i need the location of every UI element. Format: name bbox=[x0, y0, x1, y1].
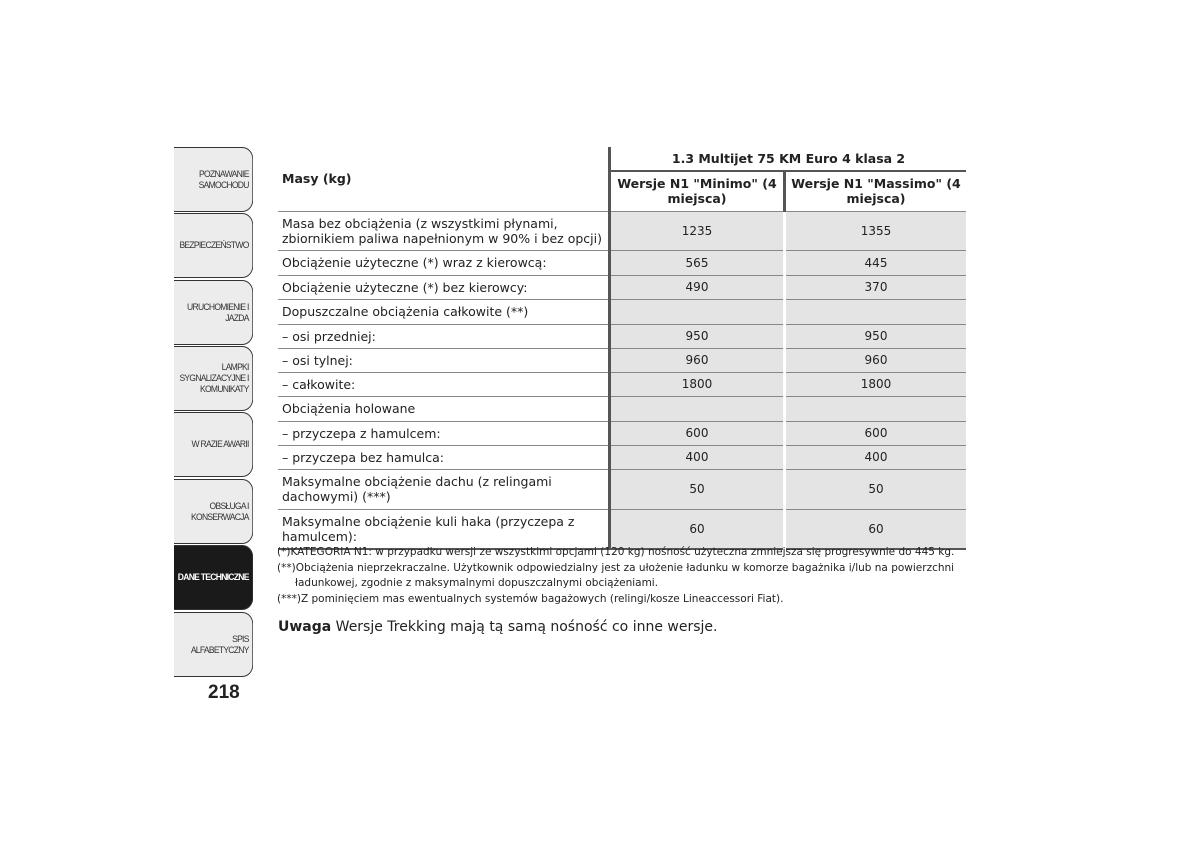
value-minimo: 600 bbox=[610, 421, 785, 445]
column-header-minimo: Wersje N1 "Minimo" (4 miejsca) bbox=[610, 171, 785, 211]
table-row bbox=[278, 421, 966, 445]
mass-table bbox=[278, 147, 966, 550]
value-massimo bbox=[785, 299, 967, 324]
row-label: – całkowite: bbox=[278, 372, 610, 396]
table-row bbox=[278, 509, 966, 549]
value-minimo: 565 bbox=[610, 250, 785, 275]
value-minimo: 960 bbox=[610, 348, 785, 372]
column-header-massimo: Wersje N1 "Massimo" (4 miejsca) bbox=[785, 171, 967, 211]
value-minimo bbox=[610, 299, 785, 324]
value-massimo: 950 bbox=[785, 324, 967, 348]
tab-lampki[interactable]: LAMPKI SYGNALIZACYJNE I KOMUNIKATY bbox=[174, 346, 253, 411]
tab-obsluga[interactable]: OBSŁUGA I KONSERWACJA bbox=[174, 479, 253, 544]
table-row bbox=[278, 250, 966, 275]
row-label: Maksymalne obciążenie kuli haka (przyczepa z hamulcem): bbox=[278, 509, 610, 549]
value-massimo: 600 bbox=[785, 421, 967, 445]
table-row bbox=[278, 211, 966, 250]
page-number: 218 bbox=[208, 682, 240, 703]
row-label: Masa bez obciążenia (z wszystkimi płynami, zbiornikiem paliwa napełnionym w 90% i bez opcji) bbox=[278, 211, 610, 250]
row-header: Masy (kg) bbox=[278, 147, 610, 211]
tab-dane-techniczne[interactable]: DANE TECHNICZNE bbox=[174, 545, 253, 610]
table-row bbox=[278, 396, 966, 421]
value-minimo: 490 bbox=[610, 275, 785, 299]
value-minimo: 950 bbox=[610, 324, 785, 348]
table-row bbox=[278, 445, 966, 469]
row-label: – osi przedniej: bbox=[278, 324, 610, 348]
value-minimo: 400 bbox=[610, 445, 785, 469]
tab-bezpieczenstwo[interactable]: BEZPIECZEŃSTWO bbox=[174, 213, 253, 278]
value-minimo: 1235 bbox=[610, 211, 785, 250]
table-row bbox=[278, 299, 966, 324]
row-label: – osi tylnej: bbox=[278, 348, 610, 372]
row-label: Obciążenie użyteczne (*) wraz z kierowcą: bbox=[278, 250, 610, 275]
value-massimo bbox=[785, 396, 967, 421]
value-minimo: 1800 bbox=[610, 372, 785, 396]
table-row bbox=[278, 372, 966, 396]
row-label: – przyczepa z hamulcem: bbox=[278, 421, 610, 445]
tab-uruchomienie-i-jazda[interactable]: URUCHOMIENIE I JAZDA bbox=[174, 280, 253, 345]
tab-spis-alfabetyczny[interactable]: SPIS ALFABETYCZNY bbox=[174, 612, 253, 677]
value-massimo: 445 bbox=[785, 250, 967, 275]
row-label: – przyczepa bez hamulca: bbox=[278, 445, 610, 469]
value-massimo: 1800 bbox=[785, 372, 967, 396]
footnotes bbox=[277, 545, 977, 607]
value-minimo bbox=[610, 396, 785, 421]
table-row bbox=[278, 324, 966, 348]
value-massimo: 370 bbox=[785, 275, 967, 299]
value-massimo: 50 bbox=[785, 469, 967, 509]
footnote-1: (*)KATEGORIA N1: w przypadku wersji ze wszystkimi opcjami (120 kg) nośność użyteczna zmniejsza się progresywnie do 445 kg. bbox=[277, 546, 955, 558]
table-row bbox=[278, 469, 966, 509]
row-label: Dopuszczalne obciążenia całkowite (**) bbox=[278, 299, 610, 324]
note bbox=[278, 619, 717, 635]
note-text: Wersje Trekking mają tą samą nośność co inne wersje. bbox=[331, 619, 718, 635]
tab-poznawanie-samochodu[interactable]: POZNAWANIE SAMOCHODU bbox=[174, 147, 253, 212]
note-label: Uwaga bbox=[278, 619, 332, 635]
value-massimo: 1355 bbox=[785, 211, 967, 250]
row-label: Obciążenia holowane bbox=[278, 396, 610, 421]
footnote-3: (***)Z pominięciem mas ewentualnych systemów bagażowych (relingi/kosze Lineaccessori Fiat). bbox=[277, 592, 784, 605]
row-label: Maksymalne obciążenie dachu (z relingami dachowymi) (***) bbox=[278, 469, 610, 509]
row-label: Obciążenie użyteczne (*) bez kierowcy: bbox=[278, 275, 610, 299]
footnote-2: (**)Obciążenia nieprzekraczalne. Użytkownik odpowiedzialny jest za ułożenie ładunku w komorze bagażnika i/lub na powierzchni bbox=[277, 561, 955, 574]
tab-w-razie-awarii[interactable]: W RAZIE AWARII bbox=[174, 412, 253, 477]
value-massimo: 60 bbox=[785, 509, 967, 549]
value-massimo: 400 bbox=[785, 445, 967, 469]
table-row bbox=[278, 275, 966, 299]
value-minimo: 50 bbox=[610, 469, 785, 509]
value-minimo: 60 bbox=[610, 509, 785, 549]
engine-header: 1.3 Multijet 75 KM Euro 4 klasa 2 bbox=[610, 147, 967, 171]
footnote-2-cont: ładunkowej, zgodnie z maksymalnymi dopuszczalnymi obciążeniami. bbox=[295, 577, 659, 589]
value-massimo: 960 bbox=[785, 348, 967, 372]
table-row bbox=[278, 348, 966, 372]
